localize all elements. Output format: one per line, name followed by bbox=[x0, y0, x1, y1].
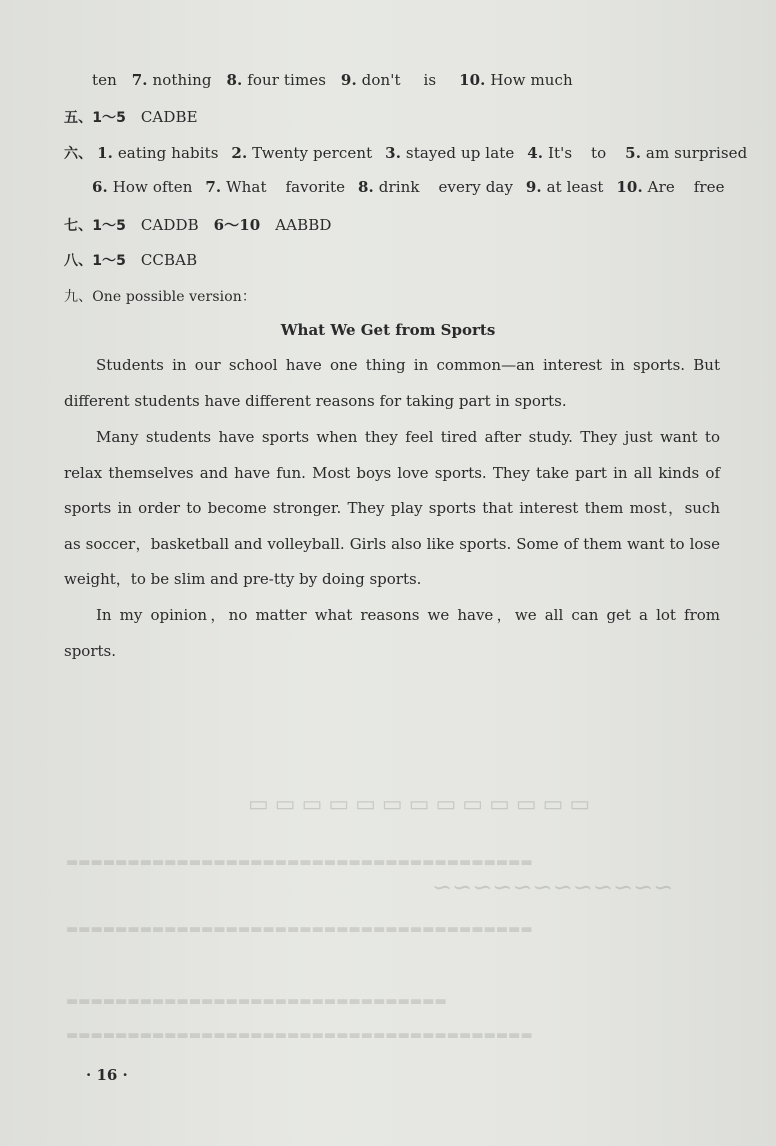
answer-text: to bbox=[591, 144, 607, 162]
answer-text: drink bbox=[378, 178, 420, 196]
section-label: 六、 bbox=[64, 146, 93, 162]
answer-text: How often bbox=[112, 178, 193, 196]
section-7-line bbox=[64, 214, 331, 235]
item-number: 4. bbox=[527, 144, 544, 162]
answer-text: CADDB bbox=[140, 216, 199, 234]
answer-text: free bbox=[693, 178, 725, 196]
item-number: 8. bbox=[358, 178, 374, 196]
answer-text: am surprised bbox=[645, 144, 748, 162]
item-number: 5. bbox=[625, 144, 642, 162]
answer-text: Twenty percent bbox=[252, 144, 373, 162]
section-label: 五、1～5 bbox=[64, 110, 126, 126]
section-9-line bbox=[64, 286, 256, 306]
bleed-through-heading: ▭▭▭▭▭▭▭▭▭▭▭▭▭ bbox=[248, 792, 597, 817]
section-5-line bbox=[64, 107, 198, 127]
answer-text: four times bbox=[247, 71, 327, 89]
bleed-through-line: ▬▬▬▬▬▬▬▬▬▬▬▬▬▬▬▬▬▬▬▬▬▬▬▬▬▬▬▬▬▬▬ bbox=[66, 994, 447, 1009]
answer-text: CADBE bbox=[140, 108, 198, 126]
essay-title: What We Get from Sports bbox=[280, 321, 496, 339]
answer-text: eating habits bbox=[117, 144, 219, 162]
answer-text: stayed up late bbox=[405, 144, 515, 162]
essay-paragraph-2: Many students have sports when they feel tired after study. They just want to relax themselves and have fun. Most boys love sports. They take part in all kinds of sports in order to become stronger. They play sports that interest them most，such as soccer，basketball and volleyball. Girls also like sports. Some of them want to lose weight，to be slim and pre-tty by doing sports. bbox=[64, 428, 720, 588]
section-label: 九、One possible version： bbox=[64, 289, 256, 305]
answer-text: is bbox=[423, 71, 437, 89]
answer-text: CCBAB bbox=[140, 251, 198, 269]
answer-text: It's bbox=[547, 144, 573, 162]
page-number: · 16 · bbox=[86, 1066, 128, 1084]
essay-paragraph-1: Students in our school have one thing in common—an interest in sports. But different students have different reasons for taking part in sports. bbox=[64, 356, 720, 410]
answer-text: How much bbox=[490, 71, 573, 89]
item-number: 6. bbox=[92, 178, 108, 196]
item-number: 9. bbox=[525, 178, 542, 196]
bleed-through-handwriting: ∽∽∽∽∽∽∽∽∽∽∽∽ bbox=[432, 873, 674, 901]
item-range: 6～10 bbox=[213, 216, 261, 234]
answer-text: every day bbox=[438, 178, 514, 196]
section-label: 八、1～5 bbox=[64, 253, 126, 269]
bleed-through-line: ▬▬▬▬▬▬▬▬▬▬▬▬▬▬▬▬▬▬▬▬▬▬▬▬▬▬▬▬▬▬▬▬▬▬▬▬▬▬ bbox=[66, 1028, 533, 1043]
item-number: 7. bbox=[205, 178, 222, 196]
answer-text: ten bbox=[92, 71, 117, 89]
answer-text: AABBD bbox=[275, 216, 332, 234]
bleed-through-line: ▬▬▬▬▬▬▬▬▬▬▬▬▬▬▬▬▬▬▬▬▬▬▬▬▬▬▬▬▬▬▬▬▬▬▬▬▬▬ bbox=[66, 855, 533, 870]
item-number: 10. bbox=[616, 178, 643, 196]
answer-text: What bbox=[226, 178, 267, 196]
answer-line-1 bbox=[92, 71, 573, 89]
item-number: 3. bbox=[385, 144, 402, 162]
answer-text: Are bbox=[647, 178, 675, 196]
section-label: 七、1～5 bbox=[64, 218, 126, 234]
essay-paragraph-3: In my opinion，no matter what reasons we have，we all can get a lot from sports. bbox=[64, 606, 720, 660]
item-number: 7. bbox=[131, 71, 148, 89]
item-number: 2. bbox=[231, 144, 248, 162]
answer-text: nothing bbox=[152, 71, 212, 89]
bleed-through-line: ▬▬▬▬▬▬▬▬▬▬▬▬▬▬▬▬▬▬▬▬▬▬▬▬▬▬▬▬▬▬▬▬▬▬▬▬▬▬ bbox=[66, 922, 533, 937]
section-8-line bbox=[64, 250, 197, 270]
section-6-line-2 bbox=[92, 178, 725, 196]
answer-text: at least bbox=[546, 178, 604, 196]
answer-text: favorite bbox=[285, 178, 346, 196]
item-number: 1. bbox=[97, 144, 113, 162]
item-number: 10. bbox=[459, 71, 486, 89]
section-6-line-1 bbox=[64, 143, 747, 163]
item-number: 8. bbox=[226, 71, 243, 89]
item-number: 9. bbox=[340, 71, 357, 89]
answer-text: don't bbox=[361, 71, 401, 89]
